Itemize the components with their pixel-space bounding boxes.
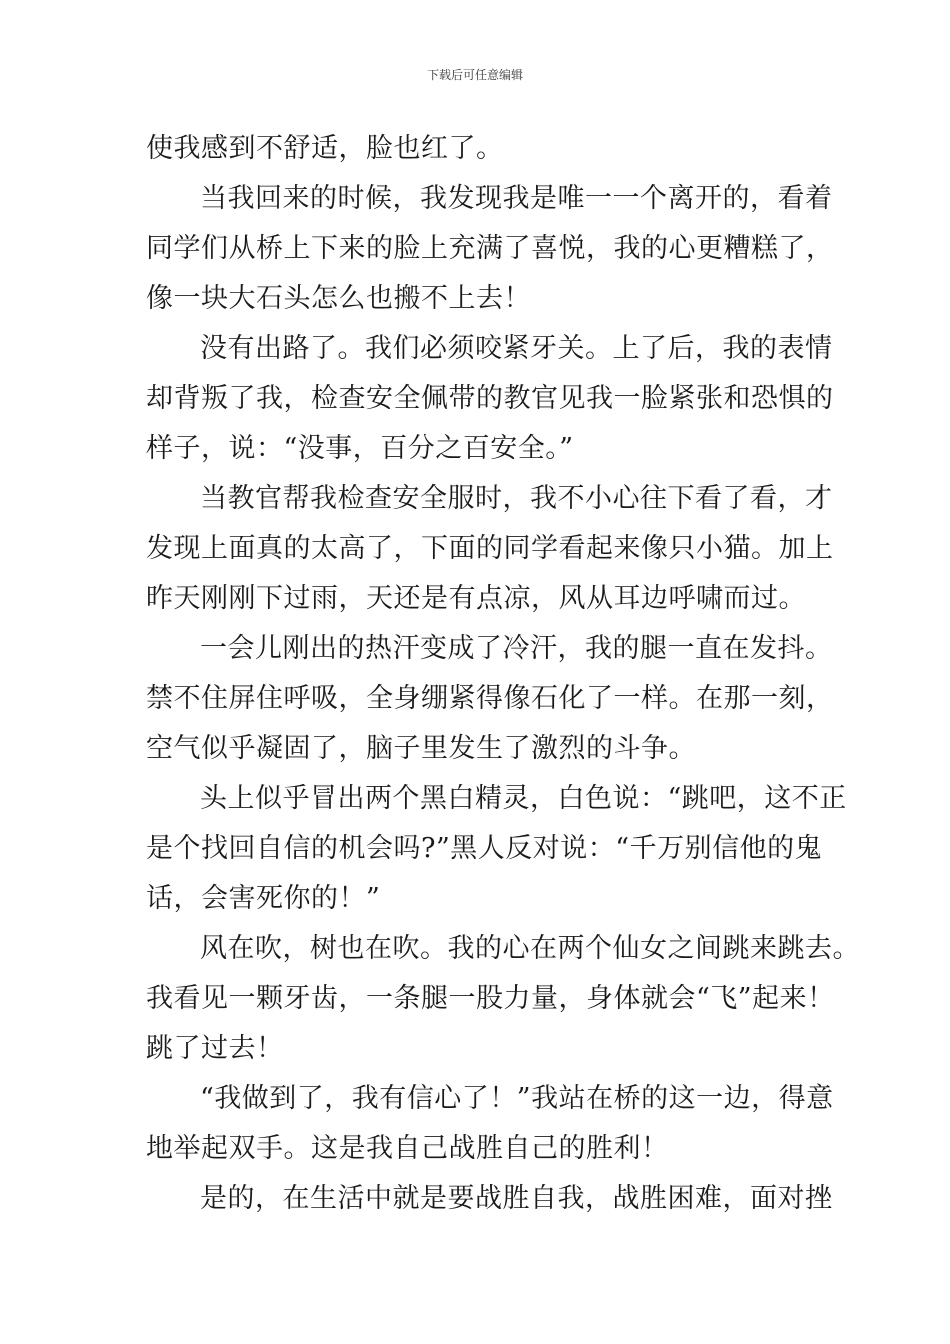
text-line: 昨天刚刚下过雨，天还是有点凉，风从耳边呼啸而过。 [146,583,806,614]
text-line: 样子，说：“没事，百分之百安全。” [146,433,574,464]
text-line: 使我感到不舒适，脸也红了。 [146,133,504,164]
text-line: 当教官帮我检查安全服时，我不小心往下看了看，才 [200,483,833,514]
text-line: 像一块大石头怎么也搬不上去！ [146,283,531,314]
page-header: 下载后可任意编辑 [426,68,523,82]
text-line: 我看见一颗牙齿，一条腿一股力量，身体就会“飞”起来！ [146,983,835,1014]
text-line: 没有出路了。我们必须咬紧牙关。上了后，我的表情 [200,333,833,364]
text-line: 地举起双手。这是我自己战胜自己的胜利！ [146,1133,669,1164]
text-line: 是的，在生活中就是要战胜自我，战胜困难，面对挫 [200,1183,833,1214]
document-body [146,124,860,1224]
text-line: 跳了过去！ [146,1033,284,1064]
text-line: 当我回来的时候，我发现我是唯一一个离开的，看着 [200,183,833,214]
text-line: “我做到了，我有信心了！”我站在桥的这一边，得意 [200,1083,834,1114]
text-line: 话，会害死你的！” [146,883,381,914]
text-line: 风在吹，树也在吹。我的心在两个仙女之间跳来跳去。 [200,933,860,964]
text-line: 空气似乎凝固了，脑子里发生了激烈的斗争。 [146,733,696,764]
text-line: 头上似乎冒出两个黑白精灵，白色说：“跳吧，这不正 [200,783,847,814]
text-line: 禁不住屏住呼吸，全身绷紧得像石化了一样。在那一刻， [146,683,834,714]
text-line: 发现上面真的太高了，下面的同学看起来像只小猫。加上 [146,533,834,564]
text-line: 却背叛了我，检查安全佩带的教官见我一脸紧张和恐惧的 [146,383,834,414]
text-line: 同学们从桥上下来的脸上充满了喜悦，我的心更糟糕了， [146,233,834,264]
text-line: 是个找回自信的机会吗?”黑人反对说：“千万别信他的鬼 [146,833,823,864]
text-line: 一会儿刚出的热汗变成了冷汗，我的腿一直在发抖。 [200,633,833,664]
